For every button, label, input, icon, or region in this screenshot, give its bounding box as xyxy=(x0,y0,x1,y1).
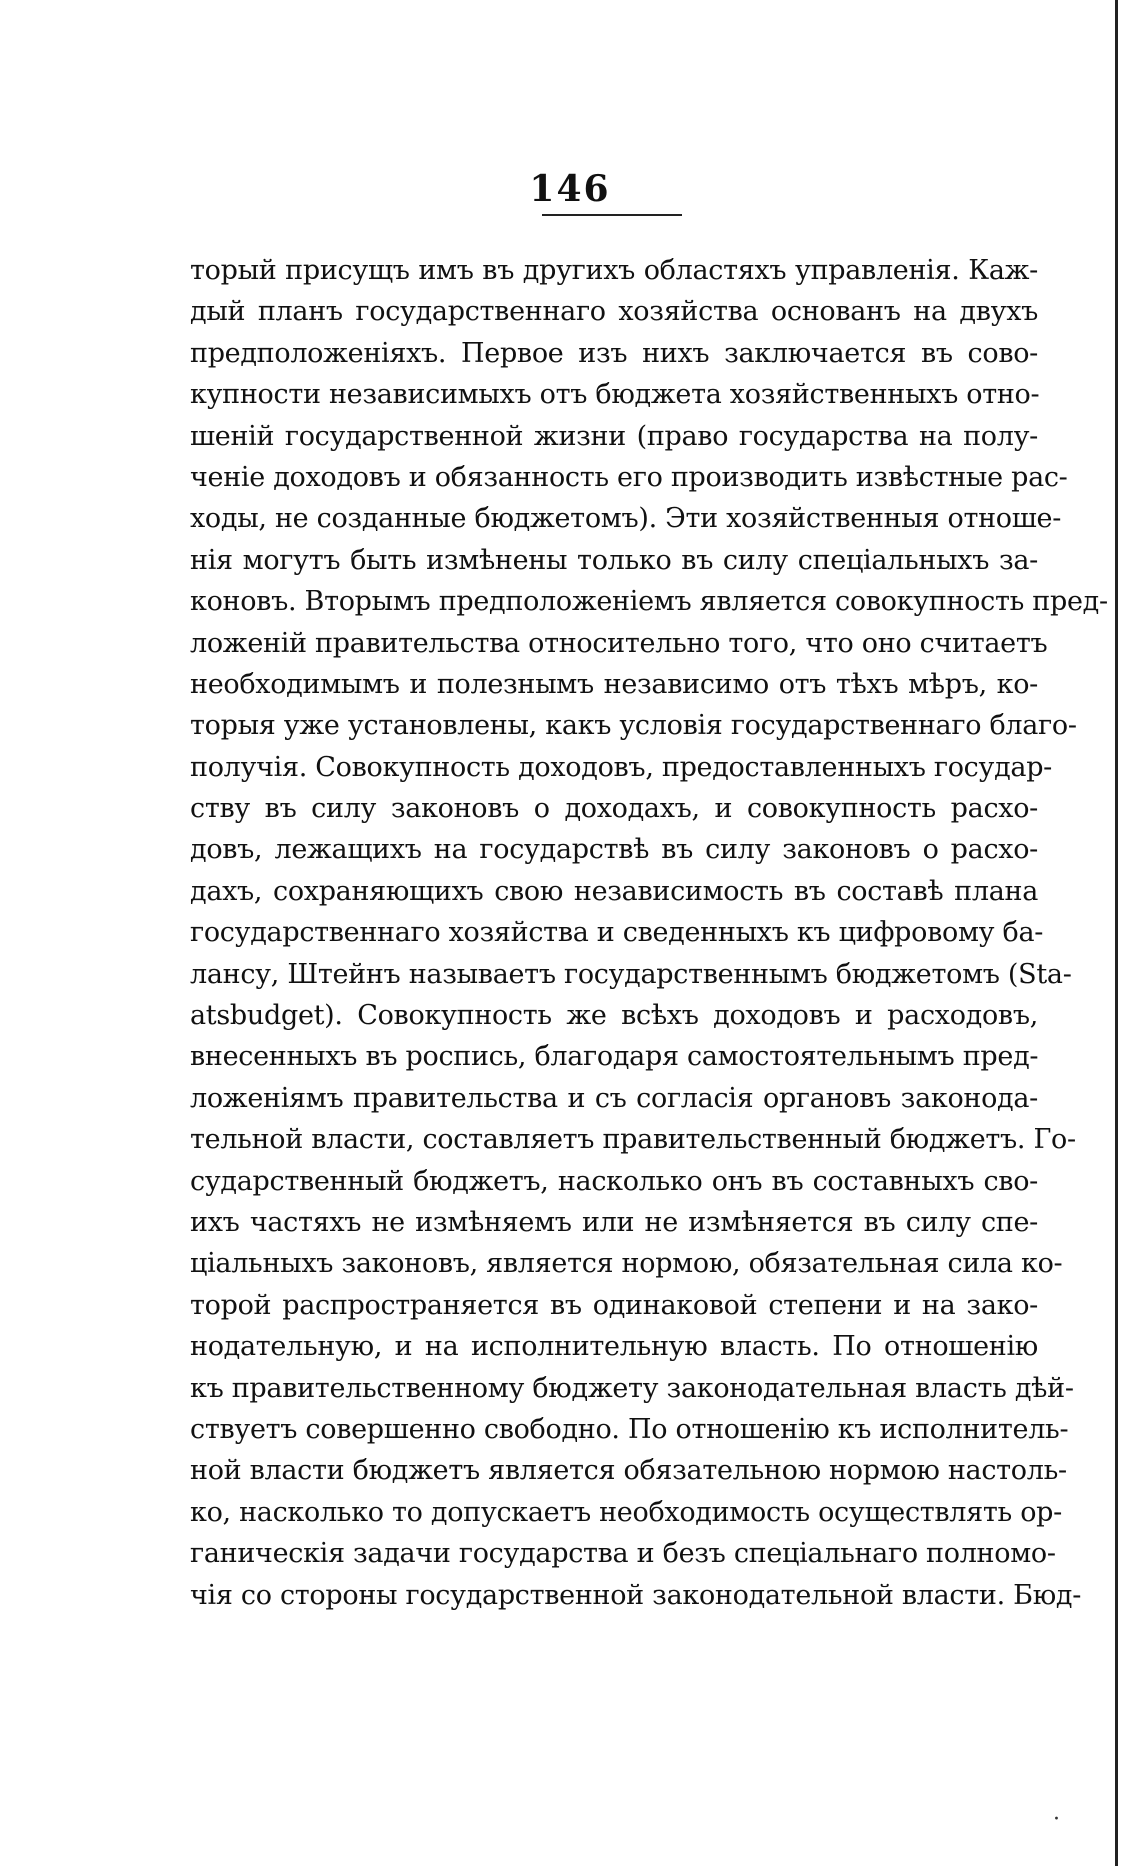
text-line: торый присущъ имъ въ другихъ областяхъ управленія. Каж- xyxy=(190,255,1038,286)
text-line: ствуетъ совершенно свободно. По отношенію къ исполнитель- xyxy=(190,1413,1069,1445)
text-line: ганическія задачи государства и безъ спеціальнаго полномо- xyxy=(190,1538,1056,1570)
text-line: необходимымъ и полезнымъ независимо отъ тѣхъ мѣръ, ко- xyxy=(190,668,1038,700)
text-line: atsbudget). Совокупность же всѣхъ доходовъ и расходовъ, xyxy=(190,1000,1038,1032)
text-line: чія со стороны государственной законодательной власти. Бюд- xyxy=(190,1579,1082,1611)
text-line: довъ, лежащихъ на государствѣ въ силу законовъ о расхо- xyxy=(190,834,1038,866)
text-line: купности независимыхъ отъ бюджета хозяйственныхъ отно- xyxy=(190,379,1040,411)
page-number: 146 xyxy=(529,168,611,210)
text-line: къ правительственному бюджету законодательная власть дѣй- xyxy=(190,1372,1074,1404)
text-line: ихъ частяхъ не измѣняемъ или не измѣняется въ силу спе- xyxy=(190,1206,1038,1238)
text-line: ложеній правительства относительно того, что оно считаетъ xyxy=(190,627,1048,659)
text-line: нодательную, и на исполнительную власть. По отношенію xyxy=(190,1331,1038,1363)
page-edge-line xyxy=(1115,0,1118,1866)
text-line: тельной власти, составляетъ правительственный бюджетъ. Го- xyxy=(190,1124,1076,1156)
text-line: предположеніяхъ. Первое изъ нихъ заключается въ сово- xyxy=(190,337,1038,369)
text-line: ложеніямъ правительства и съ согласія органовъ законода- xyxy=(190,1082,1038,1114)
text-line: сударственный бюджетъ, насколько онъ въ составныхъ сво- xyxy=(190,1165,1038,1197)
text-line: шеній государственной жизни (право государства на полу- xyxy=(190,420,1038,452)
text-line: ціальныхъ законовъ, является нормою, обязательная сила ко- xyxy=(190,1248,1063,1280)
body-text xyxy=(190,250,1108,1616)
text-line: лансу, Штейнъ называетъ государственнымъ бюджетомъ (Sta- xyxy=(190,958,1072,990)
text-line: государственнаго хозяйства и сведенныхъ къ цифровому ба- xyxy=(190,917,1044,949)
text-line: ченіе доходовъ и обязанность его производить извѣстные рас- xyxy=(190,461,1068,493)
text-line: торой распространяется въ одинаковой степени и на зако- xyxy=(190,1289,1038,1321)
text-line: внесенныхъ въ роспись, благодаря самостоятельнымъ пред- xyxy=(190,1041,1039,1073)
text-line: нія могутъ быть измѣнены только въ силу спеціальныхъ за- xyxy=(190,544,1038,576)
scan-speck: · xyxy=(1053,1807,1060,1832)
text-line: ко, насколько то допускаетъ необходимость осуществлять ор- xyxy=(190,1496,1062,1528)
text-line: коновъ. Вторымъ предположеніемъ является совокупность пред- xyxy=(190,586,1108,618)
text-line: дахъ, сохраняющихъ свою независимость въ составѣ плана xyxy=(190,875,1038,907)
text-line: торыя уже установлены, какъ условія государственнаго благо- xyxy=(190,710,1077,742)
text-line: ходы, не созданные бюджетомъ). Эти хозяйственныя отноше- xyxy=(190,503,1062,535)
text-line: дый планъ государственнаго хозяйства основанъ на двухъ xyxy=(190,296,1038,328)
text-line: ной власти бюджетъ является обязательною нормою настоль- xyxy=(190,1455,1067,1487)
text-line: получія. Совокупность доходовъ, предоставленныхъ государ- xyxy=(190,751,1053,783)
text-line: ству въ силу законовъ о доходахъ, и совокупность расхо- xyxy=(190,793,1038,825)
page-number-rule xyxy=(542,214,682,216)
